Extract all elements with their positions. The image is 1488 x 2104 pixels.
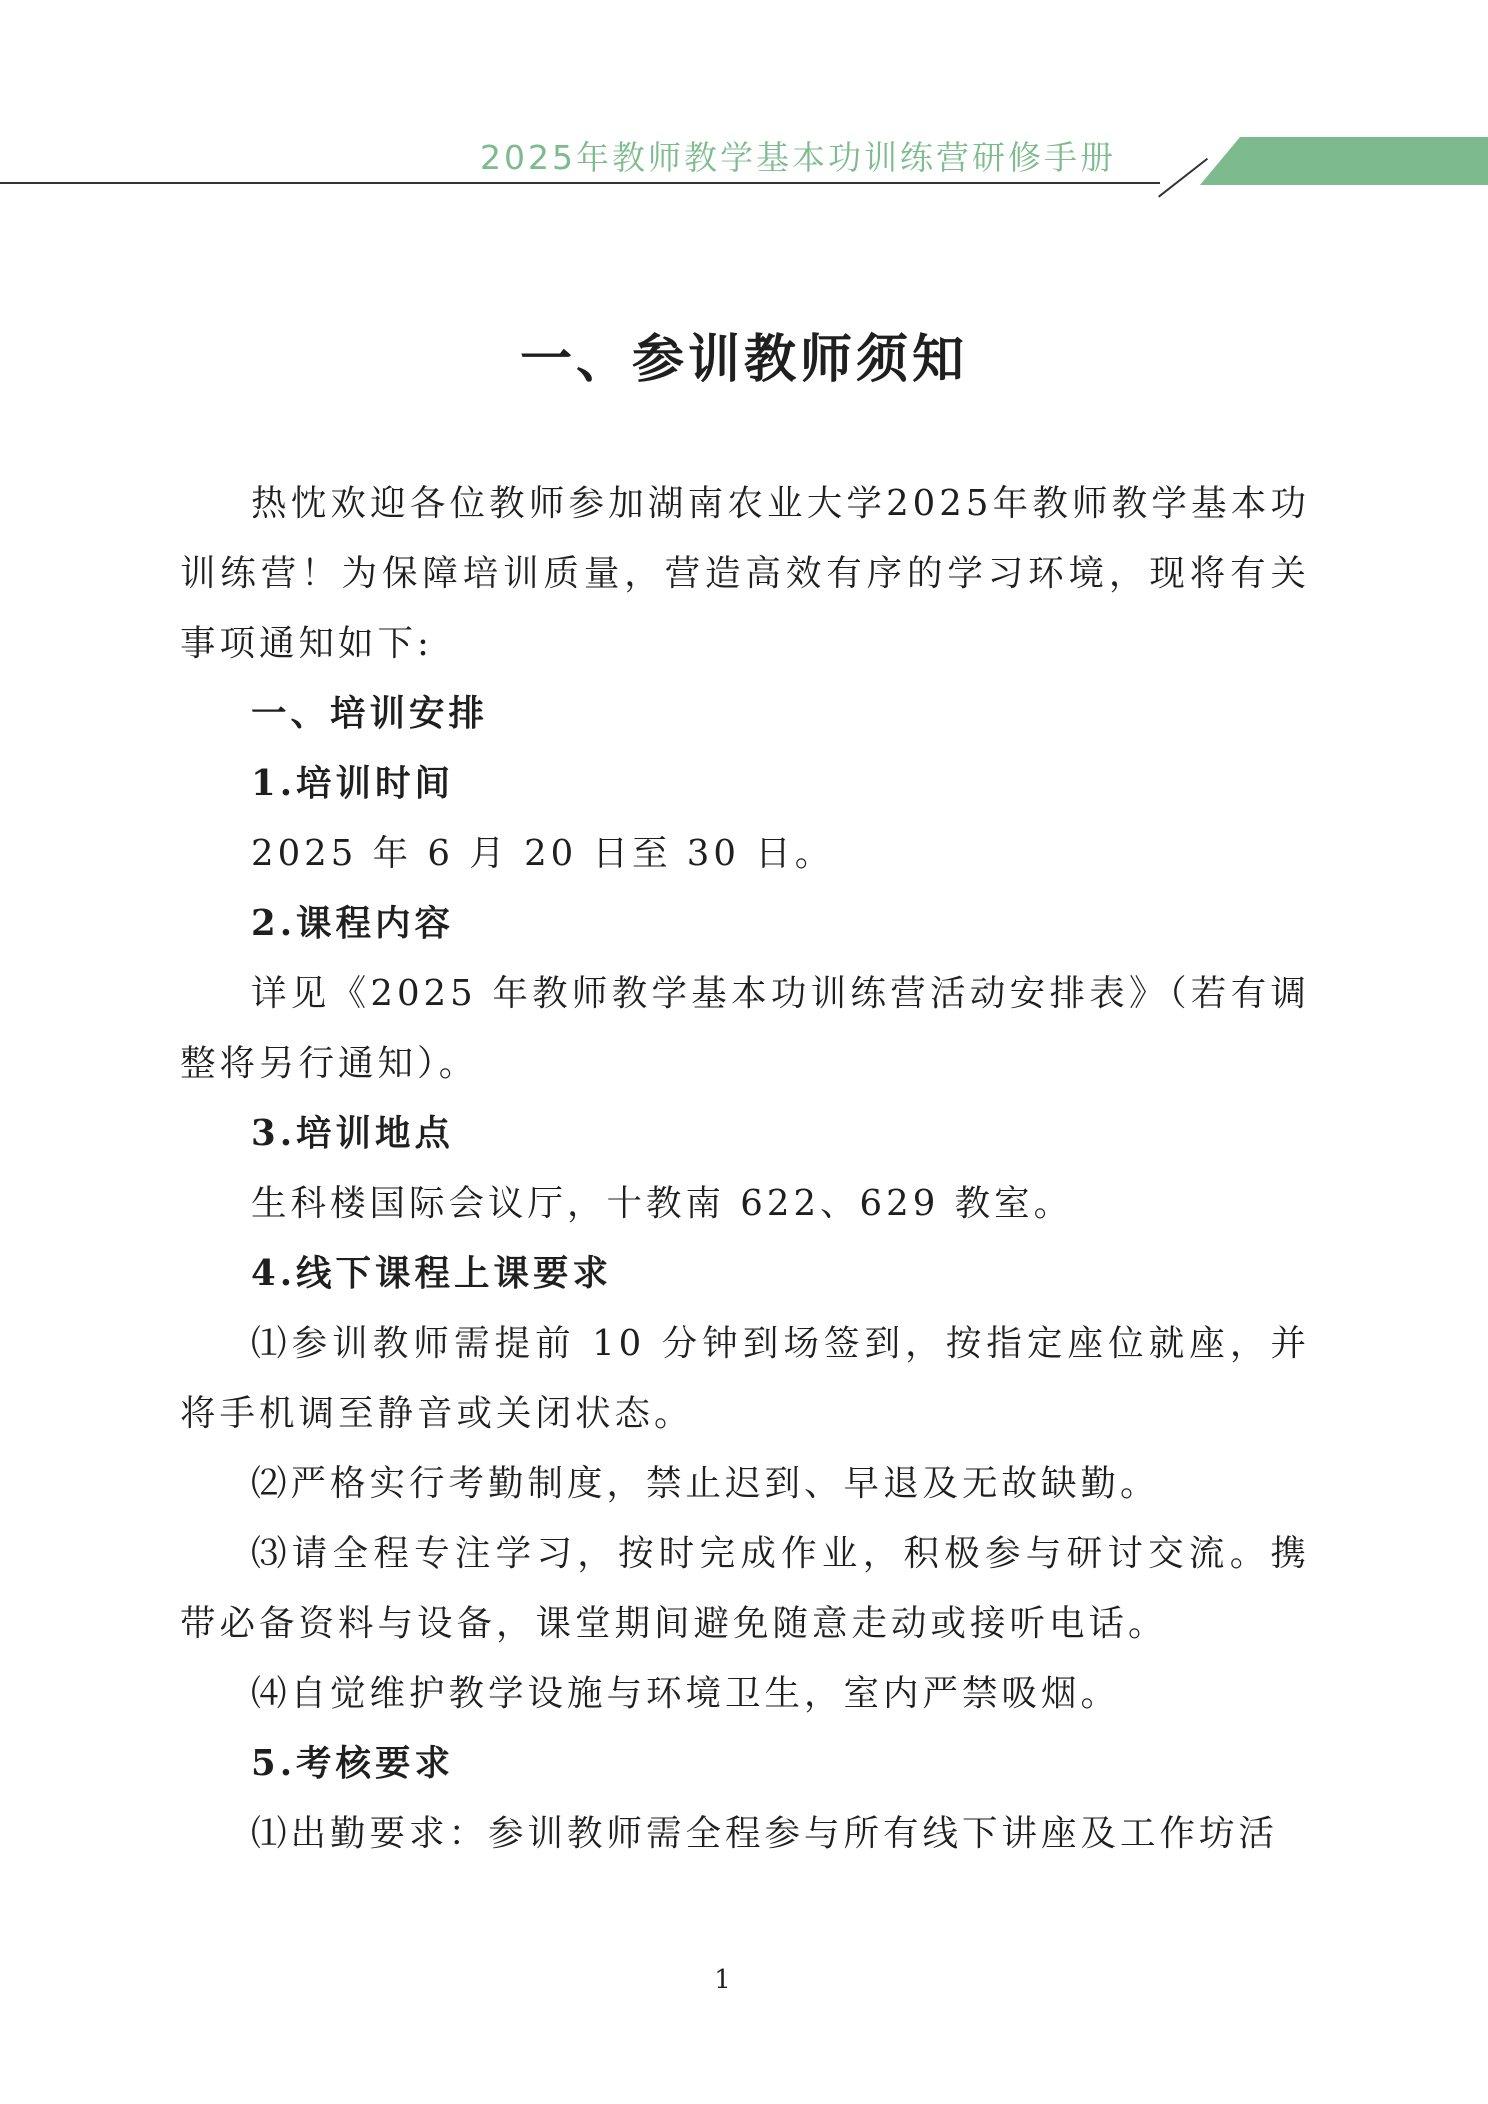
item-heading-assessment-requirements: 5.考核要求 [251,1743,455,1784]
running-header-title: 2025年教师教学基本功训练营研修手册 [480,138,1116,177]
class-requirement-1: ⑴参训教师需提前 10 分钟到场签到，按指定座位就座，并将手机调至静音或关闭状态。 [180,1323,1310,1434]
header-accent-band [1200,137,1488,185]
assessment-requirement-1: ⑴出勤要求：参训教师需全程参与所有线下讲座及工作坊活 [251,1813,1279,1854]
class-requirement-2: ⑵严格实行考勤制度，禁止迟到、早退及无故缺勤。 [251,1463,1160,1504]
item-text-course-content: 详见《2025 年教师教学基本功训练营活动安排表》（若有调整将另行通知）。 [180,973,1310,1084]
item-text-training-location: 生科楼国际会议厅，十教南 622、629 教室。 [251,1183,1074,1224]
item-heading-training-location: 3.培训地点 [251,1113,455,1154]
section-heading-training-arrangement: 一、培训安排 [251,693,489,734]
page-number: 1 [714,1965,731,1995]
class-requirement-3: ⑶请全程专注学习，按时完成作业，积极参与研讨交流。携带必备资料与设备，课堂期间避免随意走动或接听电话。 [180,1533,1310,1644]
item-heading-training-time: 1.培训时间 [251,763,455,804]
intro-paragraph: 热忱欢迎各位教师参加湖南农业大学2025年教师教学基本功训练营！为保障培训质量，营造高效有序的学习环境，现将有关事项通知如下: [180,483,1310,664]
page-title: 一、参训教师须知 [519,329,968,390]
class-requirement-4: ⑷自觉维护教学设施与环境卫生，室内严禁吸烟。 [251,1673,1121,1714]
item-heading-class-requirements: 4.线下课程上课要求 [251,1253,613,1294]
item-heading-course-content: 2.课程内容 [251,903,455,944]
item-text-training-time: 2025 年 6 月 20 日至 30 日。 [251,833,835,874]
notice-body [180,469,1310,1869]
header-rule [0,182,1160,184]
